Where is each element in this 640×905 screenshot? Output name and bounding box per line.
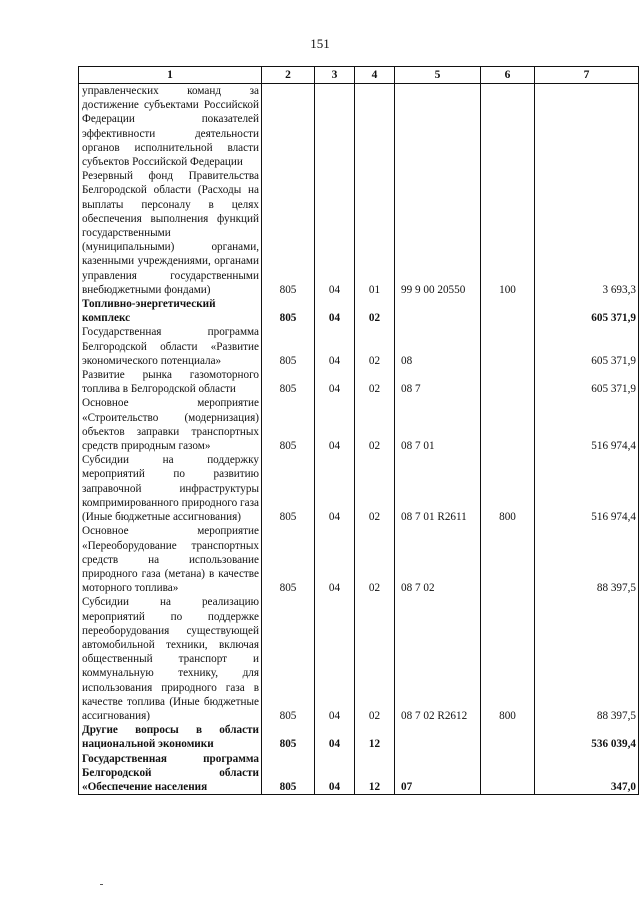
amount: 536 039,4 [535, 723, 639, 751]
expense-type-code [481, 723, 535, 751]
table-row [79, 169, 639, 297]
ministry-code: 805 [262, 368, 315, 396]
target-article-code: 08 7 01 [395, 396, 481, 453]
target-article-code [395, 723, 481, 751]
column-header: 3 [315, 67, 355, 84]
column-header: 7 [535, 67, 639, 84]
amount: 516 974,4 [535, 453, 639, 524]
table-row [79, 595, 639, 723]
table-row [79, 368, 639, 396]
scan-mark [100, 884, 103, 885]
row-name: Топливно-энергетический комплекс [79, 297, 262, 325]
amount: 347,0 [535, 752, 639, 795]
expense-type-code: 100 [481, 169, 535, 297]
row-name: Основное мероприятие «Переоборудование транспортных средств на использование природного газа (метана) в качестве моторного топлива» [79, 524, 262, 595]
column-header: 2 [262, 67, 315, 84]
section-code: 04 [315, 325, 355, 368]
section-code: 04 [315, 752, 355, 795]
header-row [79, 67, 639, 84]
target-article-code: 08 7 02 [395, 524, 481, 595]
section-code [315, 84, 355, 170]
table-body [79, 84, 639, 795]
row-name: Другие вопросы в области национальной экономики [79, 723, 262, 751]
ministry-code: 805 [262, 723, 315, 751]
target-article-code: 08 7 [395, 368, 481, 396]
ministry-code: 805 [262, 453, 315, 524]
ministry-code: 805 [262, 325, 315, 368]
target-article-code: 08 [395, 325, 481, 368]
ministry-code: 805 [262, 524, 315, 595]
expense-type-code [481, 752, 535, 795]
expense-type-code [481, 396, 535, 453]
column-header: 4 [355, 67, 395, 84]
row-name: Основное мероприятие «Строительство (модернизация) объектов заправки транспортных средств природным газом» [79, 396, 262, 453]
ministry-code: 805 [262, 752, 315, 795]
subsection-code [355, 84, 395, 170]
amount: 3 693,3 [535, 169, 639, 297]
subsection-code: 01 [355, 169, 395, 297]
section-code: 04 [315, 368, 355, 396]
expense-type-code: 800 [481, 595, 535, 723]
subsection-code: 12 [355, 752, 395, 795]
table-row [79, 524, 639, 595]
subsection-code: 12 [355, 723, 395, 751]
row-name: Субсидии на поддержку мероприятий по развитию заправочной инфраструктуры компримированного природного газа (Иные бюджетные ассигнования) [79, 453, 262, 524]
section-code: 04 [315, 169, 355, 297]
section-code: 04 [315, 723, 355, 751]
subsection-code: 02 [355, 595, 395, 723]
amount: 605 371,9 [535, 368, 639, 396]
section-code: 04 [315, 453, 355, 524]
target-article-code: 08 7 02 R2612 [395, 595, 481, 723]
amount: 516 974,4 [535, 396, 639, 453]
target-article-code: 99 9 00 20550 [395, 169, 481, 297]
table-row [79, 752, 639, 795]
table-row [79, 325, 639, 368]
table-row [79, 453, 639, 524]
ministry-code: 805 [262, 169, 315, 297]
subsection-code: 02 [355, 368, 395, 396]
amount: 88 397,5 [535, 595, 639, 723]
amount: 88 397,5 [535, 524, 639, 595]
column-header: 6 [481, 67, 535, 84]
row-name: Резервный фонд Правительства Белгородской области (Расходы на выплаты персоналу в целях обеспечения выполнения функций государственными (муниципальными) органами, казенными учреждениями, органами управления государственными внебюджетными фондами) [79, 169, 262, 297]
ministry-code: 805 [262, 396, 315, 453]
subsection-code: 02 [355, 325, 395, 368]
expense-type-code: 800 [481, 453, 535, 524]
amount [535, 84, 639, 170]
amount: 605 371,9 [535, 297, 639, 325]
amount: 605 371,9 [535, 325, 639, 368]
row-name: управленческих команд за достижение субъектами Российской Федерации показателей эффективности деятельности органов исполнительной власти субъектов Российской Федерации [79, 84, 262, 170]
subsection-code: 02 [355, 524, 395, 595]
subsection-code: 02 [355, 297, 395, 325]
section-code: 04 [315, 595, 355, 723]
page-number: 151 [310, 36, 330, 51]
target-article-code [395, 84, 481, 170]
table-row [79, 84, 639, 170]
row-name: Государственная программа Белгородской области «Обеспечение населения [79, 752, 262, 795]
table-row [79, 297, 639, 325]
column-header: 5 [395, 67, 481, 84]
budget-table [78, 66, 639, 795]
table-row [79, 723, 639, 751]
subsection-code: 02 [355, 453, 395, 524]
section-code: 04 [315, 396, 355, 453]
column-header: 1 [79, 67, 262, 84]
row-name: Развитие рынка газомоторного топлива в Белгородской области [79, 368, 262, 396]
row-name: Субсидии на реализацию мероприятий по поддержке переоборудования существующей автомобильной техники, включая общественный транспорт и коммунальную технику, для использования природного газа в качестве топлива (Иные бюджетные ассигнования) [79, 595, 262, 723]
ministry-code [262, 84, 315, 170]
expense-type-code [481, 297, 535, 325]
row-name: Государственная программа Белгородской области «Развитие экономического потенциала» [79, 325, 262, 368]
ministry-code: 805 [262, 595, 315, 723]
section-code: 04 [315, 297, 355, 325]
table-row [79, 396, 639, 453]
expense-type-code [481, 84, 535, 170]
target-article-code: 07 [395, 752, 481, 795]
expense-type-code [481, 368, 535, 396]
target-article-code: 08 7 01 R2611 [395, 453, 481, 524]
expense-type-code [481, 524, 535, 595]
section-code: 04 [315, 524, 355, 595]
expense-type-code [481, 325, 535, 368]
ministry-code: 805 [262, 297, 315, 325]
subsection-code: 02 [355, 396, 395, 453]
target-article-code [395, 297, 481, 325]
